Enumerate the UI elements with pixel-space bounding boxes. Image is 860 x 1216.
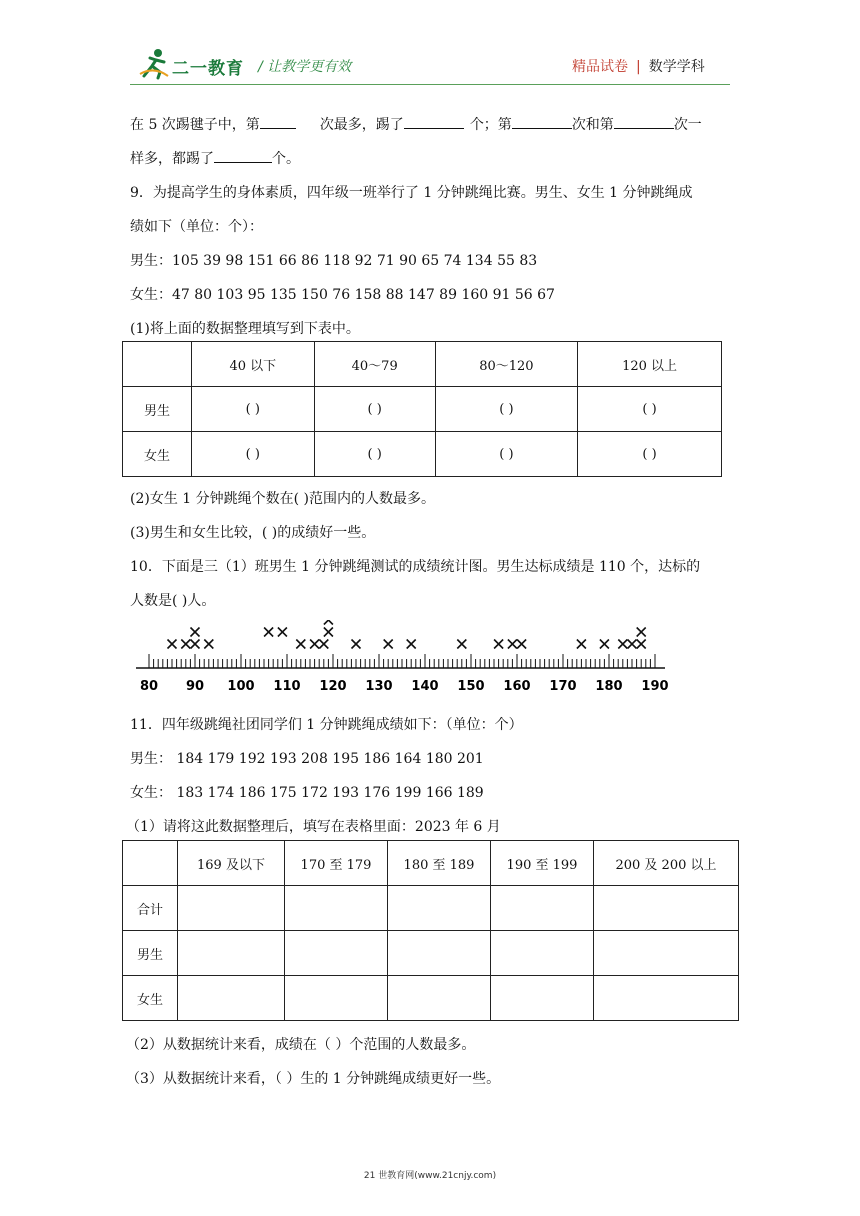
q8-text-d: 次和第 <box>571 117 614 133</box>
q10-prompt-line2: 人数是( )人。 <box>130 593 216 609</box>
axis-tick-label: 150 <box>457 679 485 694</box>
x-mark <box>324 628 333 637</box>
answer-cell[interactable] <box>178 976 285 1021</box>
x-mark <box>637 628 646 637</box>
x-mark <box>384 640 393 649</box>
table-row <box>123 432 722 477</box>
answer-cell[interactable]: ( ) <box>435 387 577 432</box>
x-mark <box>618 640 627 649</box>
answer-cell[interactable]: ( ) <box>578 387 722 432</box>
axis-tick-label: 190 <box>641 679 669 694</box>
q9-prompt-line2: 绩如下（单位：个）： <box>130 219 263 235</box>
header-separator: | <box>636 59 641 75</box>
answer-cell[interactable] <box>491 931 594 976</box>
x-mark <box>168 640 177 649</box>
answer-cell[interactable]: ( ) <box>314 432 435 477</box>
answer-cell[interactable] <box>285 886 388 931</box>
answer-cell[interactable] <box>594 931 739 976</box>
slogan: / 让教学更有效 <box>258 59 352 75</box>
row-label: 女生 <box>123 976 178 1021</box>
axis-tick-label: 130 <box>365 679 393 694</box>
x-mark <box>352 640 361 649</box>
footer: 21 世教育网(www.21cnjy.com) <box>363 1171 497 1181</box>
axis-tick-label: 170 <box>549 679 577 694</box>
q9-sub3: (3)男生和女生比较，( )的成绩好一些。 <box>130 525 376 541</box>
x-mark <box>517 640 526 649</box>
axis-tick-label: 120 <box>319 679 347 694</box>
header-rule <box>130 84 730 85</box>
x-mark <box>319 640 328 649</box>
answer-cell[interactable] <box>594 886 739 931</box>
blank[interactable] <box>512 116 572 129</box>
header-right <box>572 56 705 76</box>
q9-prompt-line1: 9．为提高学生的身体素质，四年级一班举行了 1 分钟跳绳比赛。男生、女生 1 分钟跳绳成 <box>130 185 693 201</box>
answer-cell[interactable]: ( ) <box>578 432 722 477</box>
answer-cell[interactable] <box>388 976 491 1021</box>
x-mark <box>457 640 466 649</box>
q8-text-g: 个。 <box>272 151 300 167</box>
table-header: 180 至 189 <box>388 841 491 886</box>
q11-prompt: 11．四年级跳绳社团同学们 1 分钟跳绳成绩如下：（单位：个） <box>130 717 523 733</box>
table-row <box>123 387 722 432</box>
header-label-subject: 数学学科 <box>648 59 705 75</box>
row-label: 女生 <box>123 432 192 477</box>
x-mark <box>407 640 416 649</box>
table-corner <box>123 342 192 387</box>
blank[interactable] <box>614 116 674 129</box>
q11-table <box>122 840 739 1021</box>
table-header: 169 及以下 <box>178 841 285 886</box>
x-mark <box>191 628 200 637</box>
q8-text-f: 样多，都踢了 <box>130 151 214 167</box>
x-mark <box>324 620 333 625</box>
x-mark <box>637 640 646 649</box>
table-header: 190 至 199 <box>491 841 594 886</box>
q11-sub2: （2）从数据统计来看，成绩在（ ）个范围的人数最多。 <box>126 1037 476 1053</box>
answer-cell[interactable]: ( ) <box>314 387 435 432</box>
q8-text-e: 次一 <box>673 117 702 133</box>
q8-text-c: 个；第 <box>469 117 512 133</box>
answer-cell[interactable] <box>285 976 388 1021</box>
table-header: 120 以上 <box>578 342 722 387</box>
row-label: 男生 <box>123 931 178 976</box>
table-row <box>123 931 739 976</box>
answer-cell[interactable] <box>178 931 285 976</box>
table-header: 200 及 200 以上 <box>594 841 739 886</box>
row-label: 合计 <box>123 886 178 931</box>
table-header: 40～79 <box>314 342 435 387</box>
q9-girls-data: 女生：47 80 103 95 135 150 76 158 88 147 89 160 91 56 67 <box>130 287 555 303</box>
q8-line2 <box>130 148 300 168</box>
blank[interactable] <box>260 116 296 129</box>
axis-tick-label: 160 <box>503 679 531 694</box>
axis-tick-label: 100 <box>227 679 255 694</box>
x-mark <box>191 640 200 649</box>
header-label-exam: 精品试卷 <box>572 59 628 75</box>
logo-runner-icon <box>138 46 172 80</box>
q10-dot-plot <box>120 620 680 696</box>
answer-cell[interactable]: ( ) <box>435 432 577 477</box>
q11-sub1: （1）请将这此数据整理后，填写在表格里面：2023 年 6 月 <box>126 819 501 835</box>
x-mark <box>204 640 213 649</box>
table-header: 40 以下 <box>192 342 315 387</box>
q11-boys-data: 男生： 184 179 192 193 208 195 186 164 180 201 <box>130 751 484 767</box>
q10-prompt-line1: 10．下面是三（1）班男生 1 分钟跳绳测试的成绩统计图。男生达标成绩是 110 个，达标的 <box>130 559 701 575</box>
q8-text-b: 次最多，踢了 <box>319 117 404 133</box>
row-label: 男生 <box>123 387 192 432</box>
axis-tick-label: 180 <box>595 679 623 694</box>
q9-table <box>122 341 722 477</box>
x-mark <box>600 640 609 649</box>
q11-girls-data: 女生： 183 174 186 175 172 193 176 199 166 189 <box>130 785 484 801</box>
answer-cell[interactable] <box>491 886 594 931</box>
x-mark <box>577 640 586 649</box>
table-header: 170 至 179 <box>285 841 388 886</box>
answer-cell[interactable] <box>388 886 491 931</box>
x-mark <box>296 640 305 649</box>
x-mark <box>310 640 319 649</box>
x-mark <box>628 640 637 649</box>
x-mark <box>494 640 503 649</box>
table-row <box>123 976 739 1021</box>
answer-cell[interactable] <box>491 976 594 1021</box>
q8-text-a: 在 5 次踢毽子中，第 <box>130 117 260 133</box>
axis-tick-label: 80 <box>139 679 159 694</box>
logo-text: 二一教育 <box>172 59 244 79</box>
table-row <box>123 886 739 931</box>
answer-cell[interactable] <box>594 976 739 1021</box>
table-header: 80～120 <box>435 342 577 387</box>
table-corner <box>123 841 178 886</box>
x-mark <box>508 640 517 649</box>
answer-cell[interactable] <box>178 886 285 931</box>
q9-sub2: (2)女生 1 分钟跳绳个数在( )范围内的人数最多。 <box>130 491 436 507</box>
q9-sub1: (1)将上面的数据整理填写到下表中。 <box>130 321 360 337</box>
q8-line1 <box>130 114 702 134</box>
blank[interactable] <box>404 116 464 129</box>
x-mark <box>181 640 190 649</box>
answer-cell[interactable]: ( ) <box>192 432 315 477</box>
answer-cell[interactable] <box>285 931 388 976</box>
axis-tick-label: 110 <box>273 679 301 694</box>
blank[interactable] <box>214 150 272 163</box>
axis-tick-label: 90 <box>185 679 205 694</box>
q11-sub3: （3）从数据统计来看，（ ）生的 1 分钟跳绳成绩更好一些。 <box>126 1071 501 1087</box>
x-mark <box>264 628 273 637</box>
answer-cell[interactable] <box>388 931 491 976</box>
x-mark <box>278 628 287 637</box>
q9-boys-data: 男生：105 39 98 151 66 86 118 92 71 90 65 74 134 55 83 <box>130 253 538 269</box>
answer-cell[interactable]: ( ) <box>192 387 315 432</box>
axis-tick-label: 140 <box>411 679 439 694</box>
